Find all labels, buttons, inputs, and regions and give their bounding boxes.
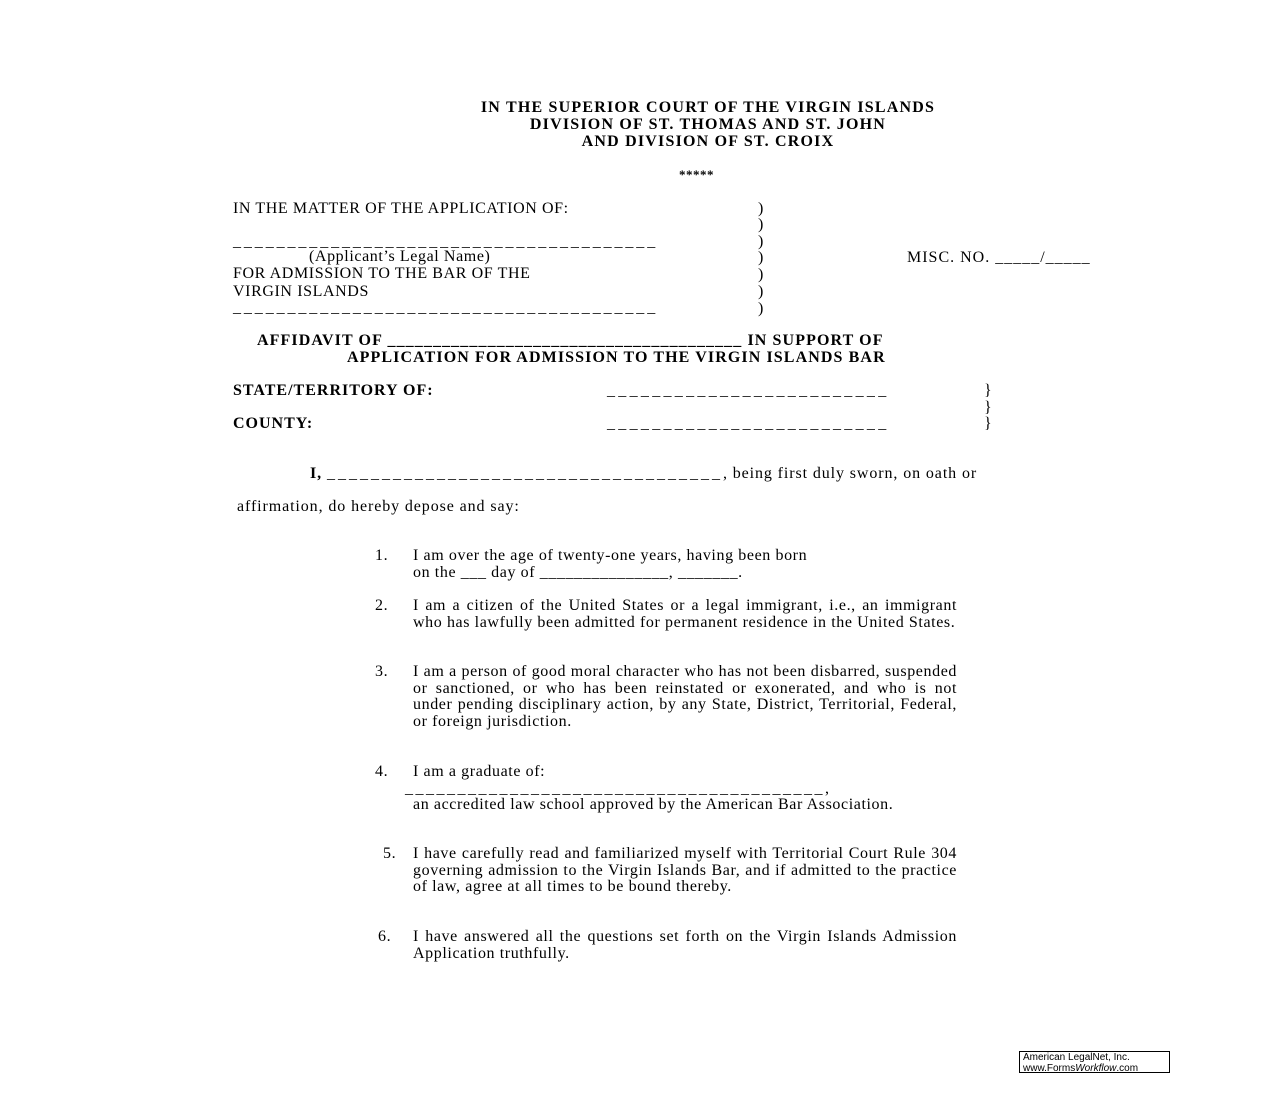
- footer-url-suffix: .com: [1116, 1062, 1139, 1074]
- venue-brace: }: [984, 415, 992, 432]
- applicant-name-blank: _______________________________________: [233, 233, 659, 250]
- item-number: 1.: [375, 547, 389, 564]
- affiant-name-blank: ____________________________________: [326, 465, 723, 482]
- footer-line1: American LegalNet, Inc.: [1023, 1052, 1130, 1063]
- caption-paren: ): [758, 233, 764, 250]
- publisher-footer: [1019, 1051, 1170, 1073]
- item-text: I am over the age of twenty-one years, having been born: [413, 547, 808, 564]
- item-number: 5.: [383, 845, 397, 862]
- caption-paren: ): [758, 300, 764, 317]
- list-item: [373, 548, 957, 581]
- item-number: 6.: [378, 928, 392, 945]
- caption-admission-line2: VIRGIN ISLANDS: [233, 283, 369, 300]
- footer-url-prefix: www.Forms: [1023, 1062, 1076, 1074]
- list-item: [373, 846, 957, 896]
- applicant-name-label: (Applicant’s Legal Name): [309, 248, 491, 265]
- item-text: I am a person of good moral character who has not been disbarred, suspended or sanctioned, or who has been reinstated or exonerated, and who is not under pending disciplinary action, by any State, District, Territorial, Federal, or foreign jurisdiction.: [413, 663, 957, 730]
- footer-line2: [1023, 1064, 1166, 1075]
- law-school-blank: ________________________________________,: [405, 779, 832, 797]
- caption-matter: IN THE MATTER OF THE APPLICATION OF:: [233, 200, 569, 217]
- oath-rest: , being first duly sworn, on oath or: [722, 465, 978, 482]
- item-number: 4.: [375, 763, 389, 780]
- item-number: 2.: [375, 597, 389, 614]
- court-heading-line1: IN THE SUPERIOR COURT OF THE VIRGIN ISLANDS: [480, 99, 936, 116]
- caption-paren: ): [758, 249, 764, 266]
- caption-paren: ): [758, 266, 764, 283]
- affidavit-title-line2: APPLICATION FOR ADMISSION TO THE VIRGIN ISLANDS BAR: [347, 349, 886, 366]
- list-item: [373, 929, 957, 962]
- state-blank: _________________________: [607, 382, 890, 399]
- oath-line1: [310, 465, 977, 482]
- oath-line2: affirmation, do hereby depose and say:: [237, 498, 520, 515]
- caption-paren: ): [758, 283, 764, 300]
- county-blank: _________________________: [607, 415, 890, 432]
- item-text: on the ___ day of _______________, _______.: [413, 563, 743, 581]
- caption-bottom-blank: _______________________________________: [233, 299, 659, 316]
- caption-paren: ): [758, 216, 764, 233]
- list-item: [373, 664, 957, 730]
- venue-brace: }: [984, 399, 992, 416]
- item-text: I am a citizen of the United States or a legal immigrant, i.e., an immigrant who has lawfully been admitted for permanent residence in the United States.: [413, 597, 957, 631]
- item-text: I have carefully read and familiarized myself with Territorial Court Rule 304 governing admission to the Virgin Islands Bar, and if admitted to the practice of law, agree at all times to be bound thereby.: [413, 845, 957, 896]
- state-label: STATE/TERRITORY OF:: [233, 382, 434, 399]
- county-label: COUNTY:: [233, 415, 314, 432]
- item-text: I have answered all the questions set forth on the Virgin Islands Admission Application truthfully.: [413, 928, 957, 962]
- oath-lead: I,: [310, 465, 323, 482]
- list-item: [373, 764, 957, 814]
- item-text: I am a graduate of:: [413, 763, 546, 780]
- list-item: [373, 598, 957, 631]
- footer-url-italic: Workflow: [1075, 1062, 1117, 1074]
- caption-paren: ): [758, 200, 764, 217]
- item-text: an accredited law school approved by the American Bar Association.: [413, 796, 894, 814]
- court-heading-line2: DIVISION OF ST. THOMAS AND ST. JOHN: [529, 116, 887, 133]
- separator: *****: [679, 167, 714, 182]
- item-number: 3.: [375, 663, 389, 680]
- affidavit-title-line1: AFFIDAVIT OF _______________________________________ IN SUPPORT OF: [257, 332, 884, 349]
- caption-admission-line1: FOR ADMISSION TO THE BAR OF THE: [233, 265, 531, 282]
- misc-number: MISC. NO. _____/_____: [907, 249, 1091, 266]
- court-heading-line3: AND DIVISION OF ST. CROIX: [581, 133, 835, 150]
- venue-brace: }: [984, 382, 992, 399]
